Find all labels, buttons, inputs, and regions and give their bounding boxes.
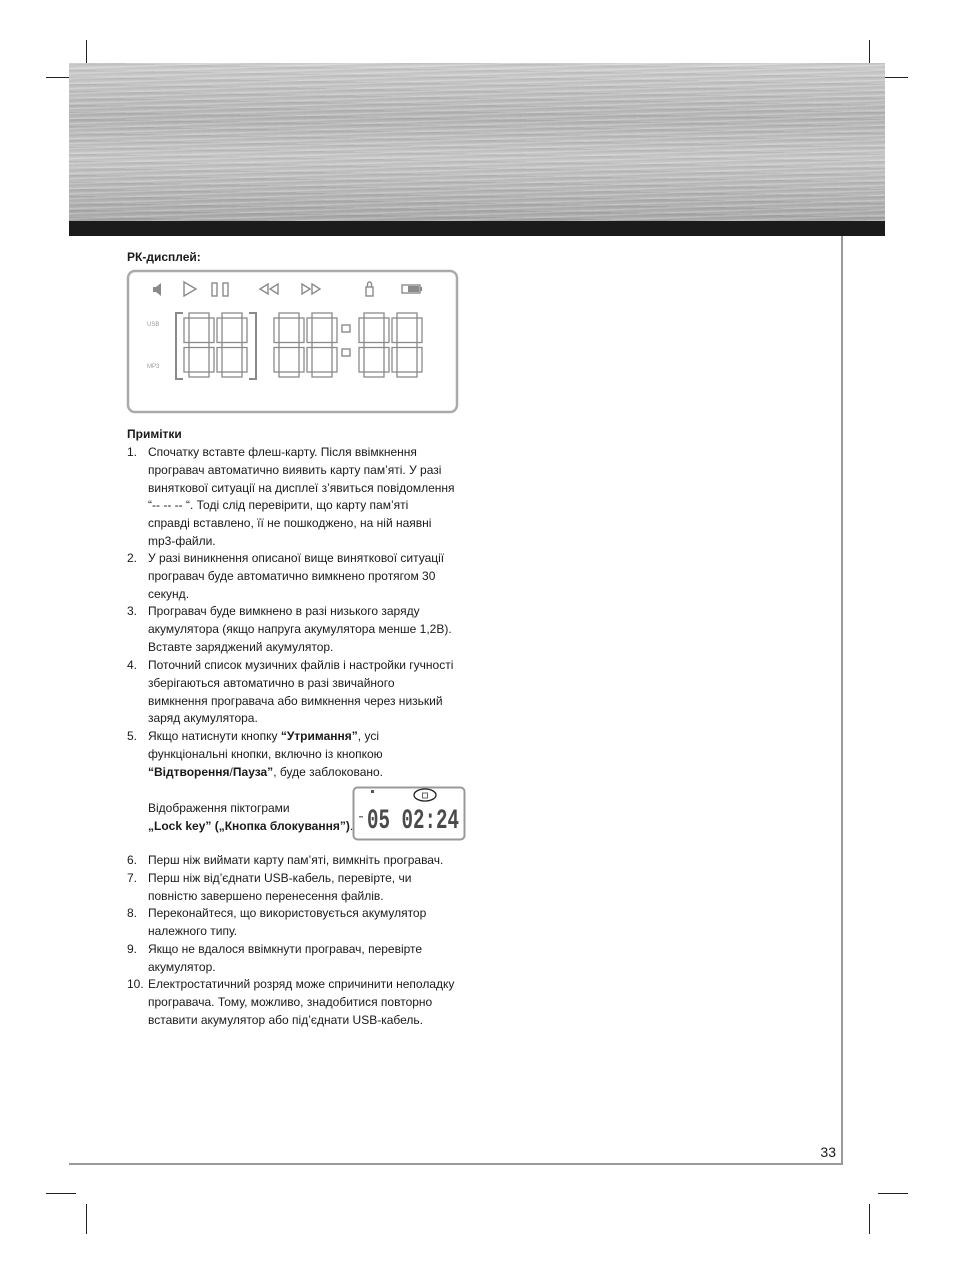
crop-mark bbox=[46, 1193, 76, 1194]
note-item: 2. У разі виникнення описаної вище виняткової ситуації програвач буде автоматично вимкнено протягом 30 секунд. bbox=[127, 551, 445, 601]
note-item: 5. Якщо натиснути кнопку “Утримання”, усі функціональні кнопки, включно із кнопкою “Відтворення/Пауза”, буде заблоковано. bbox=[127, 729, 384, 779]
usb-label: USB bbox=[147, 322, 160, 328]
header-bar bbox=[69, 221, 885, 236]
lcd-display-diagram bbox=[126, 269, 460, 415]
crop-mark bbox=[878, 1193, 908, 1194]
header-band bbox=[69, 63, 885, 221]
right-rule bbox=[841, 236, 843, 1165]
note-item: 9. Якщо не вдалося ввімкнути програвач, перевірте акумулятор. bbox=[127, 942, 423, 974]
mp3-label: MP3 bbox=[147, 364, 160, 370]
note-item: 4. Поточний список музичних файлів і настройки гучності зберігаються автоматично в разі звичайного вимкнення програвача або вимкнення через низький заряд акумулятора. bbox=[127, 658, 454, 726]
crop-mark bbox=[869, 1204, 870, 1234]
lcd-section-title: РК-дисплей: bbox=[127, 250, 201, 264]
note-item: 6. Перш ніж виймати карту пам’яті, вимкніть програвач. bbox=[127, 853, 444, 867]
note-item: 1. Спочатку вставте флеш-карту. Після ввімкнення програвач автоматично виявить карту пам’яті. У разі виняткової ситуації на дисплеї з’явиться повідомлення “-- -- -- “. Тоді слід перевірити, що карту пам’яті справді вставлено, її не пошкоджено, на ній наявні mp3-файли. bbox=[127, 445, 455, 548]
note-item: 3. Програвач буде вимкнено в разі низького заряду акумулятора (якщо напруга акумулятора менше 1,2В). Вставте заряджений акумулятор. bbox=[127, 604, 452, 654]
lock-icon-caption: Відображення піктограми „Lock key” („Кнопка блокування”). bbox=[148, 801, 354, 833]
lock-display-image bbox=[352, 786, 466, 842]
note-item: 8. Переконайтеся, що використовується акумулятор належного типу. bbox=[127, 906, 427, 938]
crop-mark bbox=[86, 1204, 87, 1234]
note-item: 10. Електростатичний розряд може спричинити неполадку програвача. Тому, можливо, знадобитися повторно вставити акумулятор або під’єднати USB-кабель. bbox=[127, 977, 455, 1027]
bottom-rule bbox=[69, 1163, 843, 1165]
page-number: 33 bbox=[820, 1144, 836, 1160]
volume-icon bbox=[371, 790, 374, 793]
note-item: 7. Перш ніж від’єднати USB-кабель, перевірте, чи повністю завершено перенесення файлів. bbox=[127, 871, 412, 903]
dash-mark bbox=[359, 816, 363, 818]
lock-display-digits: 05 02:24 bbox=[367, 806, 459, 837]
notes-title: Примітки bbox=[127, 427, 182, 441]
